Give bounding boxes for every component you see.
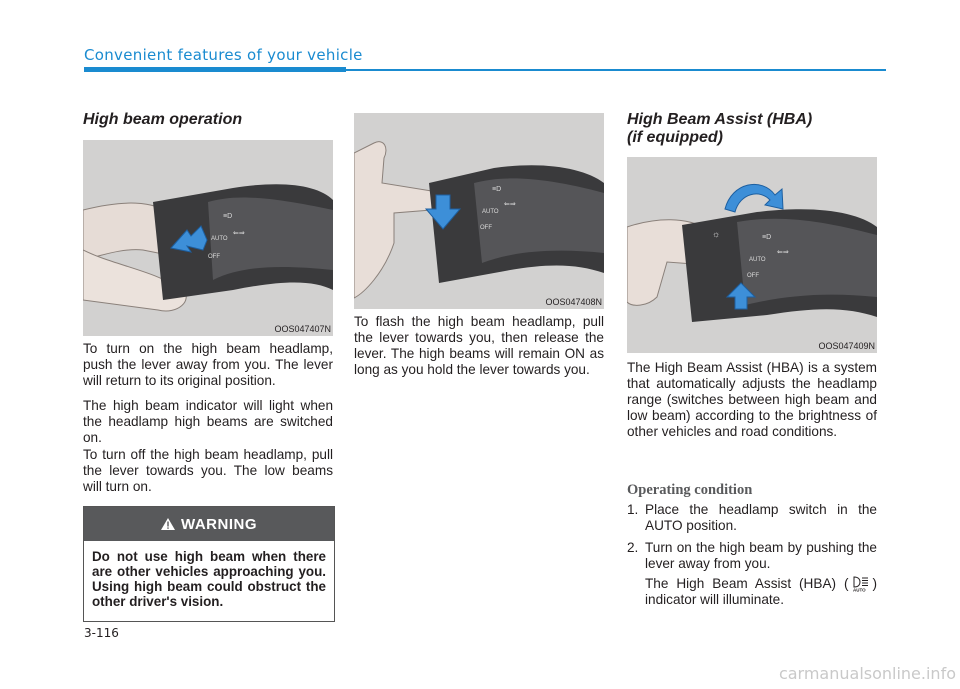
list-item-indicator	[627, 576, 877, 608]
rotate-arrow-icon	[725, 184, 783, 212]
section-header-title: Convenient features of your vehicle	[84, 46, 363, 64]
list-item	[627, 540, 877, 572]
hba-title-line1: High Beam Assist (HBA)	[627, 111, 813, 128]
hba-auto-icon	[850, 576, 870, 592]
lever-flash-illustration	[354, 113, 604, 309]
hba-title-line2: (if equipped)	[627, 129, 723, 146]
figure-code: OOS047409N	[818, 341, 875, 351]
lever-push-illustration	[83, 140, 333, 336]
page-number: 3-116	[84, 626, 119, 640]
svg-text:⇐⇒: ⇐⇒	[504, 201, 516, 208]
warning-header	[84, 507, 334, 541]
list-item	[627, 502, 877, 534]
switch-auto-label: AUTO	[749, 257, 766, 263]
list-number: 2.	[627, 540, 639, 555]
indicator-text-pre: The High Beam Assist (HBA) (	[645, 576, 849, 591]
paragraph-high-beam-indicator: The high beam indicator will light when the headlamp high beams are switched on.	[83, 398, 333, 445]
figure-high-beam-flash	[354, 113, 604, 309]
paragraph-turn-on-high-beam: To turn on the high beam headlamp, push the lever away from you. The lever will return to its original position.	[83, 341, 333, 388]
list-text: Place the headlamp switch in the AUTO position.	[645, 502, 877, 533]
hba-title	[627, 111, 812, 147]
figure-high-beam-push	[83, 140, 333, 336]
figure-hba	[627, 157, 877, 353]
warning-triangle-icon	[161, 518, 175, 530]
list-text: Turn on the high beam by pushing the lever away from you.	[645, 540, 877, 571]
high-beam-operation-title: High beam operation	[83, 111, 243, 128]
operating-condition-title: Operating condition	[627, 482, 753, 498]
paragraph-turn-off-high-beam: To turn off the high beam headlamp, pull the lever towards you. The low beams will turn on.	[83, 447, 333, 494]
indicator-text	[627, 576, 877, 608]
svg-text:≡D: ≡D	[492, 186, 502, 193]
watermark: carmanualsonline.info	[778, 664, 956, 683]
hba-lever-illustration	[627, 157, 877, 353]
svg-text:≡D: ≡D	[762, 234, 772, 241]
svg-text:≡D: ≡D	[223, 213, 233, 220]
header-rule-thick	[84, 67, 346, 72]
svg-text:☼: ☼	[712, 229, 721, 239]
header-rule-thin	[346, 69, 886, 71]
paragraph-flash-high-beam: To flash the high beam headlamp, pull the lever towards you, then release the lever. The high beams will remain ON as long as you hold the lever towards you.	[354, 314, 604, 377]
switch-auto-label: AUTO	[482, 209, 499, 215]
warning-label: WARNING	[181, 515, 257, 533]
indicator-text-post: ) indicator will illuminate.	[645, 576, 877, 608]
switch-auto-label: AUTO	[211, 236, 228, 242]
svg-text:⇐⇒: ⇐⇒	[233, 230, 245, 237]
svg-text:⇐⇒: ⇐⇒	[777, 249, 789, 256]
hba-auto-icon-label: AUTO	[853, 587, 867, 593]
paragraph-hba-description: The High Beam Assist (HBA) is a system that automatically adjusts the headlamp range (switches between high beam and low beam) according to the brightness of other vehicles and road conditions.	[627, 360, 877, 439]
warning-text: Do not use high beam when there are other vehicles approaching you. Using high beam could obstruct the other driver's vision.	[92, 549, 326, 609]
list-number: 1.	[627, 502, 639, 517]
figure-code: OOS047408N	[545, 297, 602, 307]
warning-box	[83, 506, 335, 622]
switch-off-label: OFF	[480, 225, 492, 231]
figure-code: OOS047407N	[274, 324, 331, 334]
switch-off-label: OFF	[747, 273, 759, 279]
switch-off-label: OFF	[208, 254, 220, 260]
